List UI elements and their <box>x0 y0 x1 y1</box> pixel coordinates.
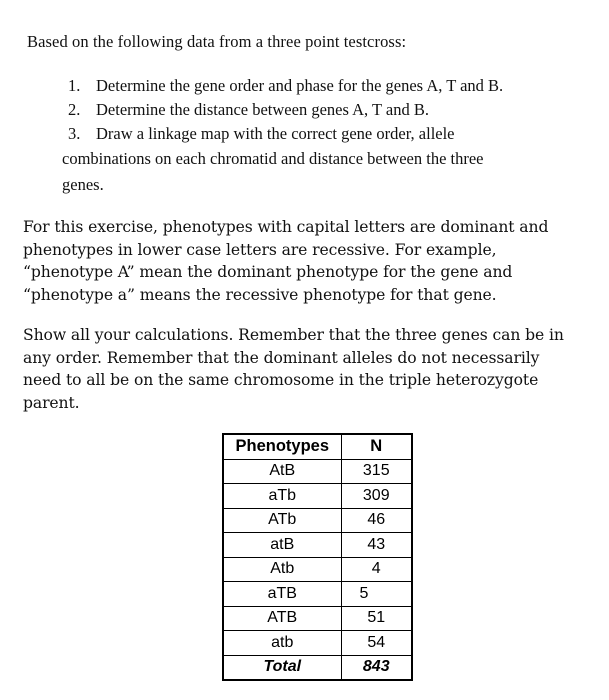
phenotype-cell: aTb <box>223 484 341 509</box>
list-text: Determine the gene order and phase for the genes A, T and B. <box>96 76 504 95</box>
phenotype-cell: AtB <box>223 459 341 484</box>
count-cell: 43 <box>341 533 412 558</box>
count-cell: 5 <box>341 582 412 607</box>
instruction-list <box>62 74 582 198</box>
table-row <box>223 459 412 484</box>
testcross-table <box>222 433 413 681</box>
table-header-row <box>223 434 412 459</box>
count-cell: 46 <box>341 508 412 533</box>
phenotype-cell: Atb <box>223 557 341 582</box>
phenotypes-header: Phenotypes <box>223 434 341 459</box>
table-row <box>223 533 412 558</box>
phenotype-cell: aTB <box>223 582 341 607</box>
table-row <box>223 606 412 631</box>
count-cell: 309 <box>341 484 412 509</box>
total-label: Total <box>223 655 341 680</box>
list-text: Draw a linkage map with the correct gene order, allele <box>96 124 455 143</box>
count-cell: 4 <box>341 557 412 582</box>
count-cell: 315 <box>341 459 412 484</box>
phenotype-cell: ATb <box>223 508 341 533</box>
table-row <box>223 557 412 582</box>
list-item <box>62 122 582 146</box>
paragraph-line: For this exercise, phenotypes with capital letters are dominant and <box>23 218 549 236</box>
list-continuation: combinations on each chromatid and distance between the three <box>62 149 484 168</box>
list-item <box>62 98 582 122</box>
list-text: Determine the distance between genes A, T and B. <box>96 100 429 119</box>
paragraph-line: need to all be on the same chromosome in the triple heterozygote <box>23 371 539 390</box>
paragraph-line: any order. Remember that the dominant alleles do not necessarily <box>23 348 540 367</box>
list-number: 3. <box>68 124 81 143</box>
table-row <box>223 484 412 509</box>
dominance-paragraph <box>23 216 583 306</box>
paragraph-line: Show all your calculations. Remember that the three genes can be in <box>23 326 564 344</box>
count-header: N <box>341 434 412 459</box>
count-cell: 54 <box>341 631 412 656</box>
total-count: 843 <box>341 655 412 680</box>
paragraph-line: phenotypes in lower case letters are recessive. For example, <box>23 240 497 259</box>
total-row <box>223 655 412 680</box>
calculations-paragraph <box>23 324 583 414</box>
paragraph-line: “phenotype a” means the recessive phenotype for that gene. <box>23 285 497 304</box>
table-row <box>223 508 412 533</box>
list-continuation: genes. <box>62 175 104 194</box>
list-item <box>62 74 582 98</box>
count-cell: 51 <box>341 606 412 631</box>
table-row <box>223 582 412 607</box>
phenotype-cell: ATB <box>223 606 341 631</box>
phenotype-cell: atb <box>223 631 341 656</box>
list-number: 2. <box>68 100 81 119</box>
intro-text: Based on the following data from a three point testcross: <box>27 32 407 51</box>
phenotype-cell: atB <box>223 533 341 558</box>
table-row <box>223 631 412 656</box>
list-number: 1. <box>68 76 81 95</box>
paragraph-line: “phenotype A” mean the dominant phenotype for the gene and <box>23 263 513 282</box>
paragraph-line: parent. <box>23 393 80 412</box>
